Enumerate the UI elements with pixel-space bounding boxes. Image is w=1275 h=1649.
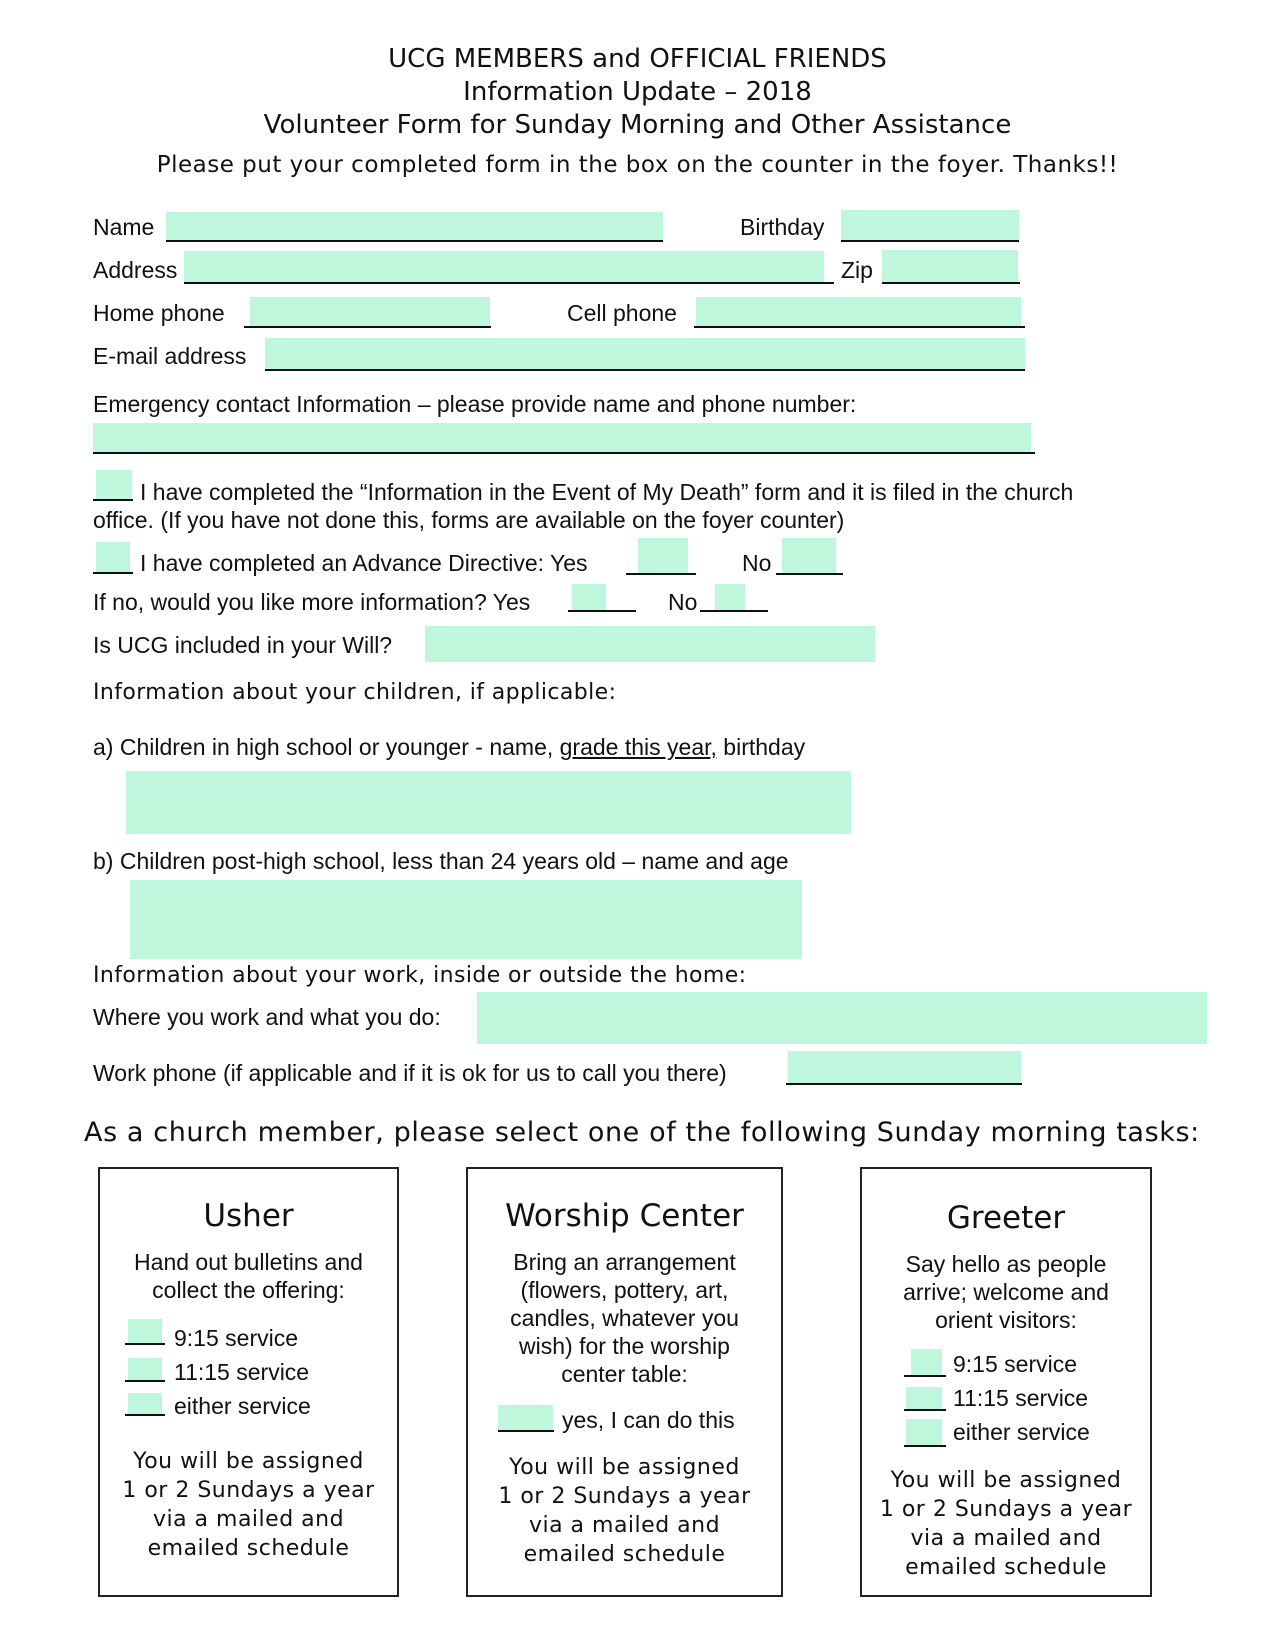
worship-footer-line: 1 or 2 Sundays a year [498, 1484, 751, 1509]
worship-desc-line: (flowers, pottery, art, [520, 1277, 729, 1303]
advance-directive-no-field[interactable] [782, 538, 836, 573]
death-form-underline [93, 499, 133, 501]
greeter-1115-underline [904, 1409, 946, 1411]
form-subtitle: Information Update – 2018 [463, 77, 812, 107]
usher-desc-line: collect the offering: [152, 1277, 345, 1303]
greeter-footer [862, 1466, 1150, 1582]
worship-center-title: Worship Center [505, 1198, 744, 1234]
name-field[interactable] [166, 212, 663, 240]
work-where-field[interactable] [477, 992, 1207, 1044]
worship-yes-underline [498, 1430, 554, 1432]
address-field[interactable] [184, 251, 824, 282]
email-underline [265, 369, 1025, 371]
emergency-underline [93, 452, 1035, 454]
greeter-footer-line: 1 or 2 Sundays a year [879, 1497, 1133, 1522]
usher-1115-underline [125, 1380, 165, 1382]
address-label: Address [93, 257, 178, 283]
form-instructions: Please put your completed form in the box on the counter in the foyer. Thanks!! [156, 152, 1119, 178]
children-b-label: b) Children post-high school, less than 24 years old – name and age [93, 848, 789, 874]
more-info-no-underline [700, 610, 768, 612]
work-phone-label: Work phone (if applicable and if it is ok for us to call you there) [93, 1060, 727, 1086]
worship-desc-line: candles, whatever you [510, 1305, 739, 1331]
worship-footer-line: You will be assigned [509, 1455, 740, 1480]
worship-desc-line: wish) for the worship [519, 1333, 730, 1359]
name-underline [166, 240, 663, 242]
advance-directive-yes-field[interactable] [638, 538, 688, 573]
children-a-field[interactable] [126, 771, 851, 834]
emergency-label: Emergency contact Information – please provide name and phone number: [93, 391, 857, 417]
usher-footer-line: via a mailed and [152, 1507, 345, 1532]
emergency-field[interactable] [93, 423, 1031, 452]
usher-description [100, 1248, 397, 1304]
advance-directive-no-underline [776, 573, 843, 575]
home-phone-label: Home phone [93, 300, 225, 326]
greeter-option-915: 9:15 service [953, 1351, 1078, 1377]
greeter-desc-line: Say hello as people [905, 1251, 1107, 1277]
usher-footer [100, 1447, 397, 1563]
worship-yes-checkbox[interactable] [498, 1405, 553, 1430]
work-phone-underline [786, 1083, 1022, 1085]
usher-915-checkbox[interactable] [128, 1319, 162, 1343]
more-info-yes-field[interactable] [572, 584, 606, 610]
children-a-prefix: a) Children in high school or younger - name, [93, 734, 560, 760]
birthday-label: Birthday [740, 214, 825, 240]
advance-directive-yes-underline [626, 573, 696, 575]
usher-1115-checkbox[interactable] [128, 1358, 162, 1380]
more-info-no-label: No [668, 589, 698, 615]
usher-footer-line: emailed schedule [147, 1536, 350, 1561]
greeter-desc-line: orient visitors: [935, 1307, 1077, 1333]
home-phone-underline [244, 326, 491, 328]
zip-field[interactable] [882, 250, 1018, 282]
greeter-915-checkbox[interactable] [911, 1349, 942, 1375]
address-underline [184, 282, 834, 284]
worship-footer-line: via a mailed and [528, 1513, 721, 1538]
worship-footer-line: emailed schedule [523, 1542, 726, 1567]
usher-footer-line: 1 or 2 Sundays a year [122, 1478, 375, 1503]
greeter-1115-checkbox[interactable] [906, 1387, 942, 1409]
children-a-underlined: grade this year, [559, 734, 717, 760]
usher-option-915: 9:15 service [174, 1325, 299, 1351]
usher-desc-line: Hand out bulletins and [134, 1249, 363, 1275]
home-phone-field[interactable] [250, 297, 490, 326]
form-heading: Volunteer Form for Sunday Morning and Other Assistance [263, 110, 1012, 140]
more-info-yes-underline [568, 610, 636, 612]
greeter-desc-line: arrive; welcome and [903, 1279, 1109, 1305]
greeter-footer-line: You will be assigned [890, 1468, 1122, 1493]
worship-desc-line: Bring an arrangement [513, 1249, 736, 1275]
zip-label: Zip [841, 257, 873, 283]
greeter-either-underline [904, 1445, 946, 1447]
advance-directive-no-label: No [742, 550, 772, 576]
birthday-field[interactable] [841, 210, 1019, 240]
usher-footer-line: You will be assigned [133, 1449, 364, 1474]
tasks-heading: As a church member, please select one of the following Sunday morning tasks: [84, 1117, 1200, 1148]
cell-phone-underline [694, 326, 1025, 328]
greeter-option-either: either service [953, 1419, 1090, 1445]
worship-footer [468, 1453, 781, 1569]
greeter-box [860, 1167, 1152, 1597]
will-label: Is UCG included in your Will? [93, 632, 393, 658]
cell-phone-label: Cell phone [567, 300, 677, 326]
greeter-footer-line: emailed schedule [905, 1555, 1107, 1580]
email-label: E-mail address [93, 343, 247, 369]
more-info-text: If no, would you like more information? Yes [93, 589, 531, 615]
worship-desc-line: center table: [561, 1361, 688, 1387]
children-heading: Information about your children, if applicable: [93, 680, 617, 705]
usher-option-1115: 11:15 service [174, 1359, 310, 1385]
advance-directive-underline [93, 572, 133, 574]
greeter-either-checkbox[interactable] [906, 1419, 942, 1445]
usher-option-either: either service [174, 1393, 311, 1419]
worship-center-box [466, 1167, 783, 1597]
usher-either-checkbox[interactable] [128, 1393, 162, 1414]
more-info-no-field[interactable] [715, 584, 745, 610]
advance-directive-text: I have completed an Advance Directive: Yes [140, 550, 588, 576]
death-form-text: I have completed the “Information in the Event of My Death” form and it is filed in the church [140, 479, 1074, 505]
name-label: Name [93, 214, 155, 240]
greeter-title: Greeter [946, 1200, 1066, 1236]
death-form-checkbox[interactable] [96, 470, 132, 499]
usher-title: Usher [203, 1198, 294, 1234]
work-where-label: Where you work and what you do: [93, 1004, 441, 1030]
worship-option-yes: yes, I can do this [562, 1407, 735, 1433]
zip-underline [882, 282, 1020, 284]
email-field[interactable] [265, 338, 1025, 369]
greeter-footer-line: via a mailed and [910, 1526, 1102, 1551]
work-phone-field[interactable] [788, 1051, 1021, 1083]
usher-915-underline [125, 1343, 165, 1345]
advance-directive-checkbox[interactable] [96, 542, 130, 572]
greeter-description [862, 1250, 1150, 1334]
children-a-suffix: birthday [716, 734, 806, 760]
children-b-field[interactable] [130, 880, 802, 959]
cell-phone-field[interactable] [696, 297, 1021, 326]
greeter-915-underline [904, 1375, 946, 1377]
form-title: UCG MEMBERS and OFFICIAL FRIENDS [388, 44, 887, 74]
children-a-label [93, 734, 805, 761]
worship-center-description [468, 1248, 781, 1388]
greeter-option-1115: 11:15 service [953, 1385, 1089, 1411]
birthday-underline [841, 240, 1019, 242]
death-form-note: office. (If you have not done this, forms are available on the foyer counter) [93, 507, 845, 533]
work-heading: Information about your work, inside or outside the home: [93, 963, 747, 988]
usher-box [98, 1167, 399, 1597]
usher-either-underline [125, 1414, 165, 1416]
will-field[interactable] [425, 626, 875, 662]
